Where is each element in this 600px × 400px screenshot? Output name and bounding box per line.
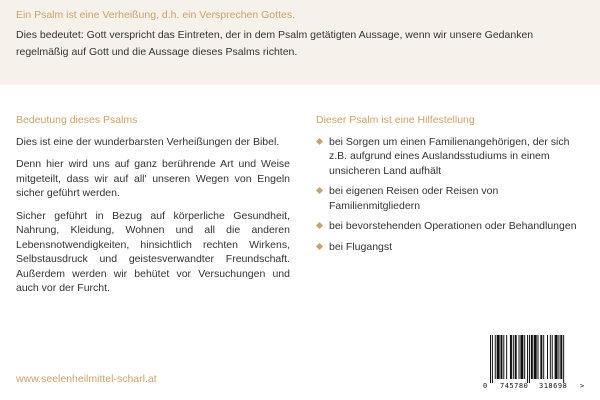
barcode-bar <box>531 335 533 379</box>
barcode-bar <box>492 335 493 383</box>
barcode-group-2: 318698 <box>539 382 568 390</box>
barcode-bar <box>543 335 544 379</box>
barcode-bar <box>538 335 539 379</box>
meaning-paragraph: Dies ist eine der wunderbarsten Verheißungen der Bibel. <box>16 135 280 148</box>
help-section <box>316 113 586 260</box>
barcode-bar <box>490 335 491 383</box>
header-band <box>0 0 600 85</box>
barcode-first-digit: 0 <box>483 382 488 390</box>
barcode-arrow: > <box>580 382 585 390</box>
list-item-text: bei Sorgen um einen Familienangehörigen, der sich z.B. aufgrund eines Auslandsstudiums in einem unsicheren Land aufhält <box>329 135 570 177</box>
barcode-bar <box>529 335 530 383</box>
barcode-bar <box>519 335 520 379</box>
diamond-bullet-icon <box>316 187 323 194</box>
barcode-bar <box>495 335 496 379</box>
list-item <box>316 219 586 234</box>
barcode-bar <box>500 335 502 379</box>
barcode-bar <box>506 335 507 379</box>
barcode-bar <box>520 335 523 379</box>
barcode-bar <box>540 335 542 379</box>
list-item <box>316 135 586 179</box>
barcode-bar <box>560 335 562 379</box>
barcode-bar <box>513 335 514 379</box>
barcode-bar <box>524 335 525 379</box>
barcode-bar <box>510 335 512 379</box>
barcode-bars <box>490 335 580 383</box>
list-item-text: bei eigenen Reisen oder Reisen von Familienmitgliedern <box>329 185 499 212</box>
diamond-bullet-icon <box>316 137 323 144</box>
meaning-section <box>16 113 290 304</box>
list-item-text: bei bevorstehenden Operationen oder Behandlungen <box>329 220 577 232</box>
barcode-bar <box>547 335 548 379</box>
list-item-text: bei Flugangst <box>329 240 393 253</box>
barcode-bar <box>534 335 537 379</box>
barcode-bar <box>558 335 559 379</box>
barcode <box>479 330 589 390</box>
barcode-bar <box>503 335 504 379</box>
header-title: Ein Psalm ist eine Verheißung, d.h. ein Versprechen Gottes. <box>16 9 295 21</box>
help-title: Dieser Psalm ist eine Hilfestellung <box>316 114 475 126</box>
barcode-group-1: 745780 <box>500 382 529 390</box>
diamond-bullet-icon <box>316 222 323 229</box>
barcode-bar <box>555 335 558 379</box>
help-list <box>316 135 586 255</box>
barcode-bar <box>515 335 517 379</box>
barcode-bar <box>550 335 551 379</box>
meaning-title: Bedeutung dieses Psalms <box>16 114 138 126</box>
website-link[interactable]: www.seelenheilmittel-scharl.at <box>16 373 157 385</box>
barcode-bar <box>497 335 500 379</box>
header-text: Dies bedeutet: Gott verspricht das Eintreten, der in dem Psalm getätigten Aussage, wenn wir unsere Gedanken regelmäßig auf Gott und die Aussage dieses Psalms richten. <box>16 29 534 58</box>
barcode-bar <box>527 335 528 383</box>
barcode-bar <box>563 335 564 383</box>
meaning-paragraph: Sicher geführt in Bezug auf körperliche Gesundheit, Nahrung, Kleidung, Wohnen und all die anderen Lebensnotwendigkeiten, hinsichtlich rechten Wirkens, Selbstausdruck und geistesverwandter Freundschaft. Außerdem werden wir behütet vor Versuchungen und auch vor der Furcht. <box>16 209 290 294</box>
list-item <box>316 240 586 255</box>
list-item <box>316 184 586 213</box>
barcode-bar <box>552 335 553 379</box>
meaning-paragraph: Denn hier wird uns auf ganz berührende Art und Weise mitgeteilt, dass wir auf all' unseren Wegen von Engeln sicher geführt werden. <box>16 158 290 199</box>
diamond-bullet-icon <box>316 242 323 249</box>
